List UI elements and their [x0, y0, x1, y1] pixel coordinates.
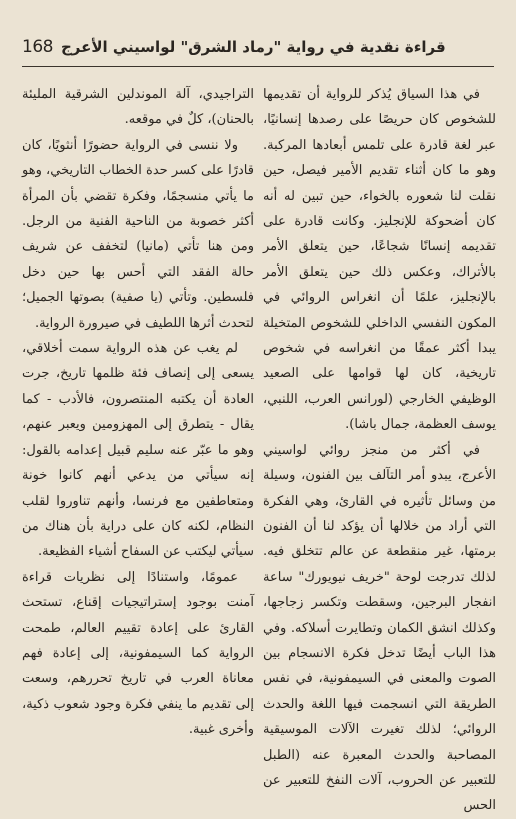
page-header — [22, 32, 494, 62]
page-number: 168 — [22, 37, 53, 57]
right-column — [263, 82, 496, 819]
paragraph: في هذا السياق يُذكر للرواية أن تقديمها للشخوص كان حريصًا على رصدها إنسانيًا، عبر لغة قادرة على تلمس أبعادها المركبة. وهو ما كان أثناء تقديم الأمير فيصل، حين نقلت لنا شعوره بالخواء، حين تبين له أنه كان أضحوكة للإنجليز. وكانت قادرة على تقديمه إنسانًا شجاعًا، حين يتعلق الأمر بالأتراك، وعكس ذلك حين يتعلق الأمر بالإنجليز، علمًا أن انغراس الروائي في المكون النفسي الداخلي للشخوص المتخيلة يبدا أكثر عمقًا من انغراسه في شخوص تاريخية، كان لها قوامها على الصعيد الوظيفي الخارجي (لورانس العرب، اللنبي، يوسف العظمة، جمال باشا). — [263, 87, 496, 433]
running-title: قراءة نقدية في رواية "رماد الشرق" لواسيني الأعرج — [60, 38, 446, 56]
left-column — [22, 82, 254, 743]
paragraph: التراجيدي، آلة الموندلين الشرقية المليئة بالحنان)، كلٌ في موقعه. — [22, 87, 254, 128]
paragraph: ولا ننسى في الرواية حضورًا أنثويًا، كان قادرًا على كسر حدة الخطاب التاريخي، وهو ما يأتي منسجمًا، وفكرة تقضي بأن المرأة أكثر خصوبة من الناحية الفنية من الرجل. ومن هنا تأتي (مانيا) لتخفف عن شريف حالة الفقد التي أحس بها حين دخل فلسطين. وتأتي (يا صفية) بصوتها الجميل؛ لتحدث أثرها اللطيف في صيرورة الرواية. — [22, 137, 254, 331]
paragraph: في أكثر من منجز روائي لواسيني الأعرج، يبدو أمر التآلف بين الفنون، وسيلة من وسائل تأثيره في القارئ، وهي الفكرة التي أراد من خلالها أن يؤكد لنا أن الفنون برمتها، غير منقطعة عن عالم تتخلق فيه. لذلك تدرجت لوحة "خريف نيويورك" ساعة انفجار البرجين، وسقطت وتكسر زجاجها، وكذلك انشق الكمان وتطايرت أسلاكه. وفي هذا الباب أيضًا تدخل فكرة الانسجام بين الصوت والمعنى في السيمفونية، في نفس الطريقة التي انسجمت فيها اللغة والحدث الروائي؛ لذلك تغيرت الآلات الموسيقية المصاحبة والحدث المعبرة عنه (الطبل للتعبير عن الحروب، آلات النفخ للتعبير عن الحس — [263, 442, 496, 814]
paragraph: لم يغب عن هذه الرواية سمت أخلاقي، يسعى إلى إنصاف فئة ظلمها تاريخ، جرت العادة أن يكتبه المنتصرون، فالأدب - كما يقال - يتطرق إلى المهزومين ويعبر عنهم، وهو ما عبّر عنه سليم قبيل إعدامه بالقول: إنه سيأتي من يدعي أنهم كانوا خونة ومتعاطفين مع فرنسا، وأنهم تناوروا لقلب النظام، لكنه كان على دراية بأن هناك من سيأتي ليكتب عن السفاح أشياء الفظيعة. — [22, 341, 254, 560]
header-rule — [22, 66, 494, 67]
paragraph: عمومًا، واستنادًا إلى نظريات قراءة آمنت بوجود إستراتيجيات إقناع، تستحث القارئ على إعادة تقييم العالم، طمحت الرواية كما السيمفونية، إلى إعادة فهم معاناة العرب في تاريخ تحررهم، وسعت إلى تقديم ما ينفي فكرة وجود شعوب ذكية، وأخرى غبية. — [22, 569, 254, 738]
